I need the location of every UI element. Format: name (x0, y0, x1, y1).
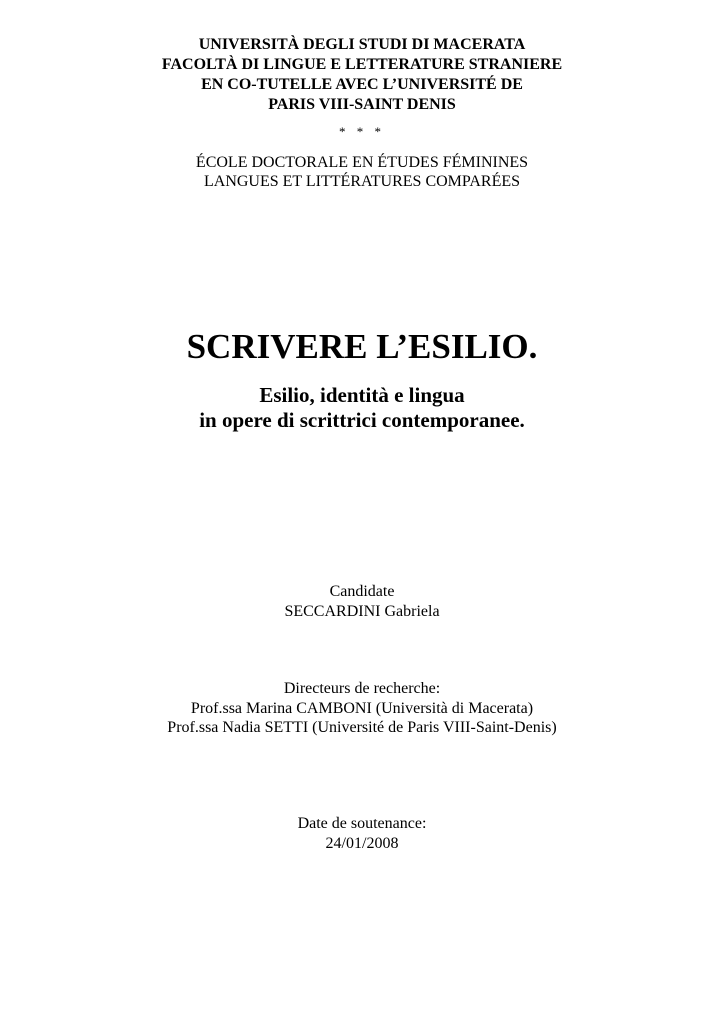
director-2: Prof.ssa Nadia SETTI (Université de Paris VIII-Saint-Denis) (167, 719, 557, 736)
thesis-subtitle-line-2: in opere di scrittrici contemporanee. (199, 408, 525, 432)
defense-date: 24/01/2008 (325, 835, 399, 852)
thesis-subtitle-line-1: Esilio, identità e lingua (259, 383, 465, 407)
directors-label: Directeurs de recherche: (283, 680, 441, 697)
university-name: UNIVERSITÀ DEGLI STUDI DI MACERATA (198, 36, 526, 53)
co-tutelle-line: EN CO-TUTELLE AVEC L’UNIVERSITÉ DE (201, 76, 523, 93)
thesis-subtitle (0, 383, 724, 433)
directors-section (0, 679, 724, 738)
director-1: Prof.ssa Marina CAMBONI (Università di Macerata) (190, 699, 534, 717)
candidate-name: SECCARDINI Gabriela (284, 603, 440, 620)
candidate-label: Candidate (329, 583, 395, 600)
doctoral-school-line-1: ÉCOLE DOCTORALE EN ÉTUDES FÉMININES (195, 154, 529, 171)
faculty-name: FACOLTÀ DI LINGUE E LETTERATURE STRANIERE (161, 56, 563, 73)
thesis-title: SCRIVERE L’ESILIO. (186, 327, 538, 366)
defense-section (0, 814, 724, 854)
defense-label: Date de soutenance: (297, 815, 427, 832)
partner-university: PARIS VIII-SAINT DENIS (268, 96, 456, 113)
doctoral-school-line-2: LANGUES ET LITTÉRATURES COMPARÉES (203, 173, 521, 190)
doctoral-school (0, 153, 724, 191)
candidate-section (0, 582, 724, 622)
separator-stars: * * * (339, 124, 385, 139)
university-header (0, 35, 724, 115)
